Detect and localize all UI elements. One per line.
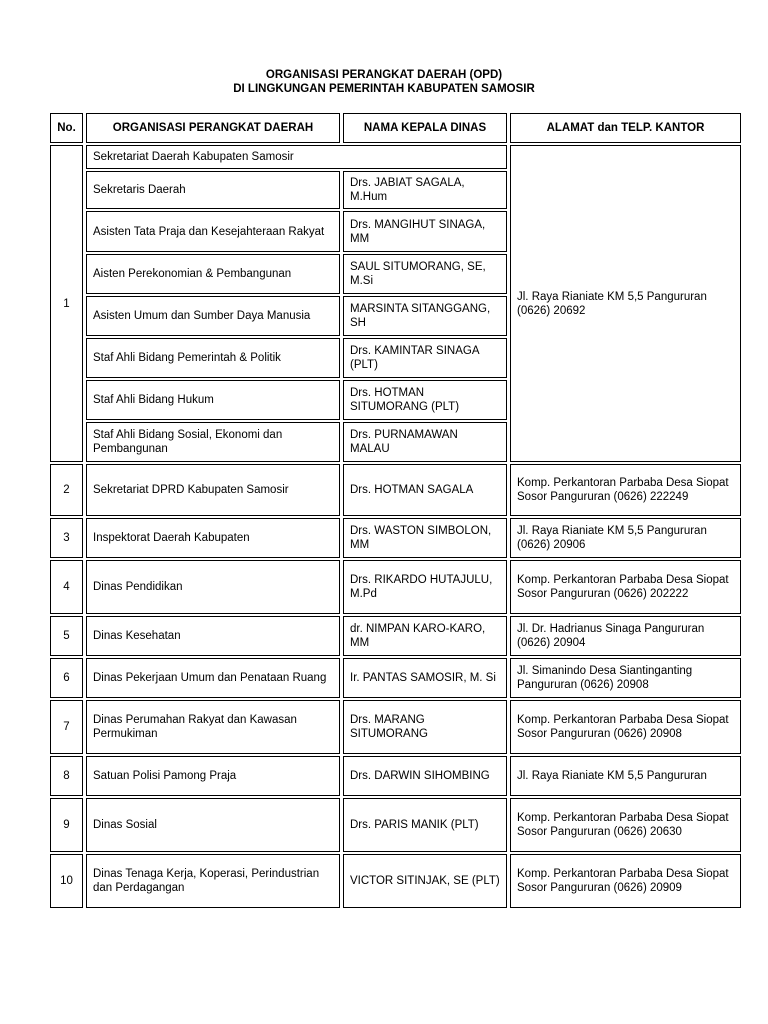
header-nama-kepala: NAMA KEPALA DINAS (343, 113, 507, 143)
row-kepala: Drs. JABIAT SAGALA, M.Hum (343, 171, 507, 209)
row-number: 6 (50, 658, 83, 698)
row-address: Komp. Perkantoran Parbaba Desa Siopat Sosor Pangururan (0626) 20909 (510, 854, 741, 908)
row-number: 5 (50, 616, 83, 656)
row-kepala: MARSINTA SITANGGANG, SH (343, 296, 507, 336)
row-number: 4 (50, 560, 83, 614)
row-kepala: Ir. PANTAS SAMOSIR, M. Si (343, 658, 507, 698)
row-number: 2 (50, 464, 83, 516)
row-organisasi: Asisten Umum dan Sumber Daya Manusia (86, 296, 340, 336)
row-kepala: Drs. PARIS MANIK (PLT) (343, 798, 507, 852)
header-organisasi: ORGANISASI PERANGKAT DAERAH (86, 113, 340, 143)
row-organisasi: Sekretariat DPRD Kabupaten Samosir (86, 464, 340, 516)
row-organisasi: Dinas Perumahan Rakyat dan Kawasan Permukiman (86, 700, 340, 754)
document-subtitle: DI LINGKUNGAN PEMERINTAH KABUPATEN SAMOSIR (233, 83, 535, 95)
row-organisasi: Dinas Kesehatan (86, 616, 340, 656)
row-kepala: dr. NIMPAN KARO-KARO, MM (343, 616, 507, 656)
table-row (50, 854, 741, 908)
row-kepala: Drs. DARWIN SIHOMBING (343, 756, 507, 796)
row-address: Jl. Dr. Hadrianus Sinaga Pangururan (0626) 20904 (510, 616, 741, 656)
table-header-row (50, 113, 741, 143)
table-row (50, 756, 741, 796)
table-row (50, 798, 741, 852)
row-number: 8 (50, 756, 83, 796)
row-organisasi: Sekretaris Daerah (86, 171, 340, 209)
row-organisasi: Satuan Polisi Pamong Praja (86, 756, 340, 796)
row-number: 3 (50, 518, 83, 558)
row-organisasi: Dinas Tenaga Kerja, Koperasi, Perindustrian dan Perdagangan (86, 854, 340, 908)
row-organisasi: Aisten Perekonomian & Pembangunan (86, 254, 340, 294)
row-address: Komp. Perkantoran Parbaba Desa Siopat Sosor Pangururan (0626) 20630 (510, 798, 741, 852)
row-number: 7 (50, 700, 83, 754)
table-row (50, 700, 741, 754)
row-organisasi: Staf Ahli Bidang Sosial, Ekonomi dan Pembangunan (86, 422, 340, 462)
row-organisasi: Staf Ahli Bidang Pemerintah & Politik (86, 338, 340, 378)
row-kepala: Drs. HOTMAN SAGALA (343, 464, 507, 516)
table-row (50, 658, 741, 698)
row-number: 10 (50, 854, 83, 908)
table-row (50, 464, 741, 516)
row-kepala: VICTOR SITINJAK, SE (PLT) (343, 854, 507, 908)
table-row (50, 518, 741, 558)
row-kepala: Drs. MARANG SITUMORANG (343, 700, 507, 754)
row-kepala: Drs. MANGIHUT SINAGA, MM (343, 211, 507, 252)
row-address: Jl. Simanindo Desa Siantinganting Pangururan (0626) 20908 (510, 658, 741, 698)
row-kepala: Drs. KAMINTAR SINAGA (PLT) (343, 338, 507, 378)
row-kepala: Drs. PURNAMAWAN MALAU (343, 422, 507, 462)
row-kepala: Drs. HOTMAN SITUMORANG (PLT) (343, 380, 507, 420)
row-organisasi: Staf Ahli Bidang Hukum (86, 380, 340, 420)
table-row (50, 616, 741, 656)
header-alamat: ALAMAT dan TELP. KANTOR (510, 113, 741, 143)
row-address: Komp. Perkantoran Parbaba Desa Siopat Sosor Pangururan (0626) 20908 (510, 700, 741, 754)
row-number: 9 (50, 798, 83, 852)
row-number: 1 (50, 145, 83, 462)
row-organisasi: Asisten Tata Praja dan Kesejahteraan Rakyat (86, 211, 340, 252)
row-address: Komp. Perkantoran Parbaba Desa Siopat Sosor Pangururan (0626) 222249 (510, 464, 741, 516)
row-organisasi: Dinas Pekerjaan Umum dan Penataan Ruang (86, 658, 340, 698)
table-row (50, 145, 741, 169)
row-kepala: SAUL SITUMORANG, SE, M.Si (343, 254, 507, 294)
row-kepala: Drs. WASTON SIMBOLON, MM (343, 518, 507, 558)
row-organisasi: Dinas Pendidikan (86, 560, 340, 614)
row-address: Jl. Raya Rianiate KM 5,5 Pangururan (0626) 20906 (510, 518, 741, 558)
table-row (50, 560, 741, 614)
row-organisasi: Dinas Sosial (86, 798, 340, 852)
row-address: Jl. Raya Rianiate KM 5,5 Pangururan (0626) 20692 (510, 145, 741, 462)
row-kepala: Drs. RIKARDO HUTAJULU, M.Pd (343, 560, 507, 614)
header-no: No. (50, 113, 83, 143)
row-address: Jl. Raya Rianiate KM 5,5 Pangururan (510, 756, 741, 796)
row-address: Komp. Perkantoran Parbaba Desa Siopat Sosor Pangururan (0626) 202222 (510, 560, 741, 614)
opd-table (47, 111, 744, 910)
document-title: ORGANISASI PERANGKAT DAERAH (OPD) (265, 69, 503, 81)
row-organisasi: Inspektorat Daerah Kabupaten (86, 518, 340, 558)
group-title: Sekretariat Daerah Kabupaten Samosir (86, 145, 507, 169)
